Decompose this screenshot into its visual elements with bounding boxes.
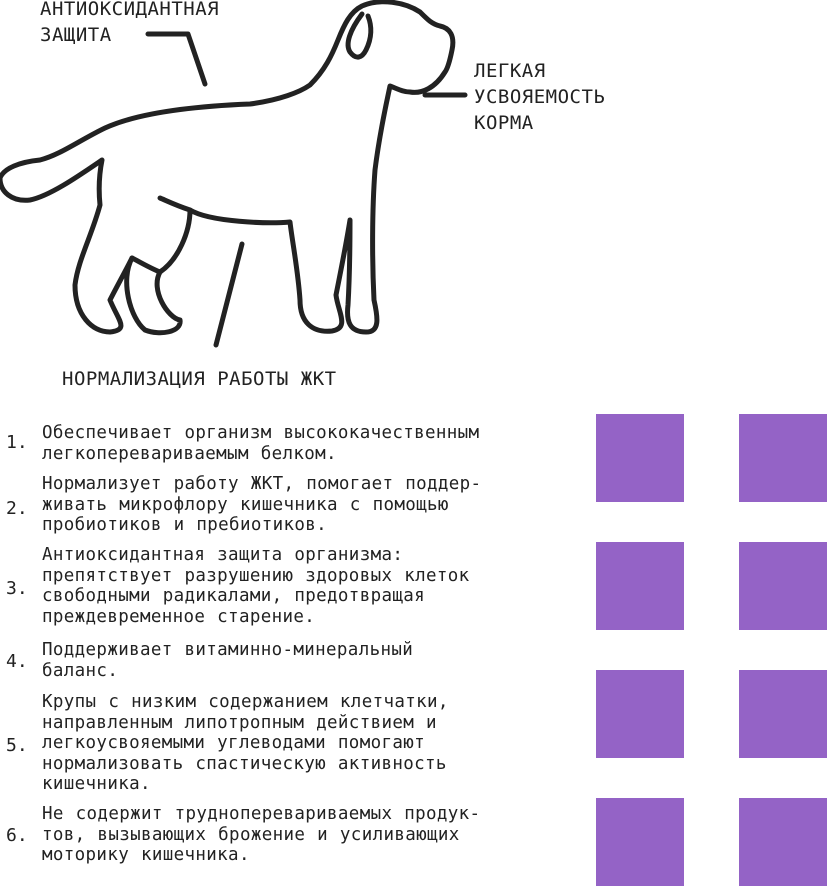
callout-gut: НОРМАЛИЗАЦИЯ РАБОТЫ ЖКТ <box>62 368 337 390</box>
item-number: 2. <box>6 498 28 519</box>
item-text: Поддерживает витаминно-минеральный баланс. <box>42 640 414 681</box>
item-number: 5. <box>6 735 28 756</box>
item-text: Антиоксидантная защита организма: препятствует разрушению здоровых клеток свободными радикалами, предотвращая преждевременное старение. <box>42 545 470 627</box>
accent-square <box>596 798 684 886</box>
accent-square <box>739 798 827 886</box>
item-number: 4. <box>6 651 28 672</box>
item-text: Не содержит трудноперевариваемых продук- тов, вызывающих брожение и усиливающих моторику кишечника. <box>42 804 481 865</box>
accent-square <box>739 542 827 630</box>
callout-digestibility: ЛЕГКАЯ УСВОЯЕМОСТЬ КОРМА <box>474 60 606 134</box>
accent-square <box>596 670 684 758</box>
callout-antioxidant: АНТИОКСИДАНТНАЯ ЗАЩИТА <box>40 0 220 46</box>
item-text: Нормализует работу ЖКТ, помогает поддер- живать микрофлору кишечника с помощью пробиотиков и пребиотиков. <box>42 474 482 535</box>
accent-square <box>739 414 827 502</box>
item-number: 1. <box>6 432 28 453</box>
item-number: 3. <box>6 578 28 599</box>
item-number: 6. <box>6 825 28 846</box>
accent-square <box>739 670 827 758</box>
accent-square <box>596 414 684 502</box>
accent-square <box>596 542 684 630</box>
item-text: Обеспечивает организм высококачественным легкоперевариваемым белком. <box>42 423 480 464</box>
dog-outline-icon <box>0 0 828 400</box>
item-text: Крупы с низким содержанием клетчатки, направленным липотропным действием и легкоусвояемыми углеводами помогают нормализовать спастическую активность кишечника. <box>42 692 449 794</box>
